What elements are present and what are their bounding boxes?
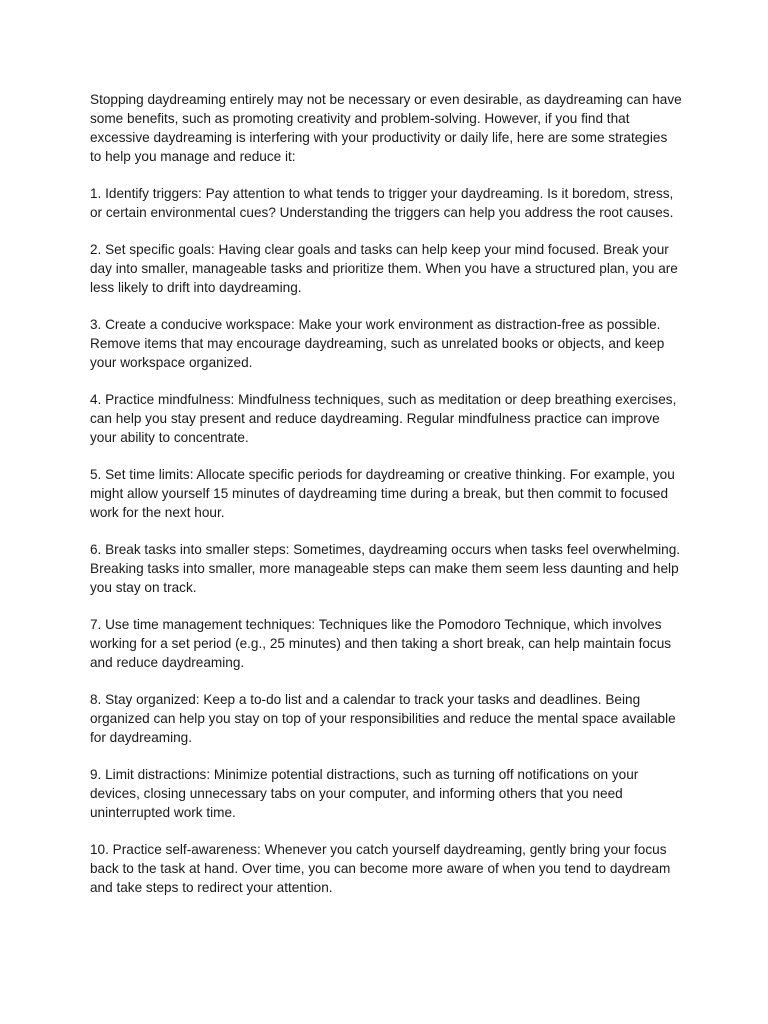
list-item: 4. Practice mindfulness: Mindfulness techniques, such as meditation or deep breathing exercises, can help you stay present and reduce daydreaming. Regular mindfulness practice can improve your ability to concentrate. bbox=[90, 392, 677, 445]
list-item: 3. Create a conducive workspace: Make your work environment as distraction-free as possible. Remove items that may encourage daydreaming, such as unrelated books or objects, and keep your workspace organized. bbox=[90, 317, 665, 370]
document-body bbox=[90, 90, 682, 915]
list-item: 5. Set time limits: Allocate specific periods for daydreaming or creative thinking. For example, you might allow yourself 15 minutes of daydreaming time during a break, but then commit to focused work for the next hour. bbox=[90, 467, 675, 520]
list-item: 7. Use time management techniques: Techniques like the Pomodoro Technique, which involves working for a set period (e.g., 25 minutes) and then taking a short break, can help maintain focus and reduce daydreaming. bbox=[90, 617, 672, 670]
list-item: 1. Identify triggers: Pay attention to what tends to trigger your daydreaming. Is it boredom, stress, or certain environmental cues? Understanding the triggers can help you address the root causes. bbox=[90, 186, 674, 220]
list-item: 2. Set specific goals: Having clear goals and tasks can help keep your mind focused. Break your day into smaller, manageable tasks and prioritize them. When you have a structured plan, you are less likely to drift into daydreaming. bbox=[90, 242, 678, 295]
intro-paragraph: Stopping daydreaming entirely may not be necessary or even desirable, as daydreaming can have some benefits, such as promoting creativity and problem-solving. However, if you find that excessive daydreaming is interfering with your productivity or daily life, here are some strategies to help you manage and reduce it: bbox=[90, 92, 682, 164]
list-item: 8. Stay organized: Keep a to-do list and a calendar to track your tasks and deadlines. Being organized can help you stay on top of your responsibilities and reduce the mental space available for daydreaming. bbox=[90, 692, 676, 745]
list-item: 9. Limit distractions: Minimize potential distractions, such as turning off notifications on your devices, closing unnecessary tabs on your computer, and informing others that you need uninterrupted work time. bbox=[90, 767, 639, 820]
list-item: 6. Break tasks into smaller steps: Sometimes, daydreaming occurs when tasks feel overwhelming. Breaking tasks into smaller, more manageable steps can make them seem less daunting and help you stay on track. bbox=[90, 542, 681, 595]
list-item: 10. Practice self-awareness: Whenever you catch yourself daydreaming, gently bring your focus back to the task at hand. Over time, you can become more aware of when you tend to daydream and take steps to redirect your attention. bbox=[90, 842, 671, 895]
